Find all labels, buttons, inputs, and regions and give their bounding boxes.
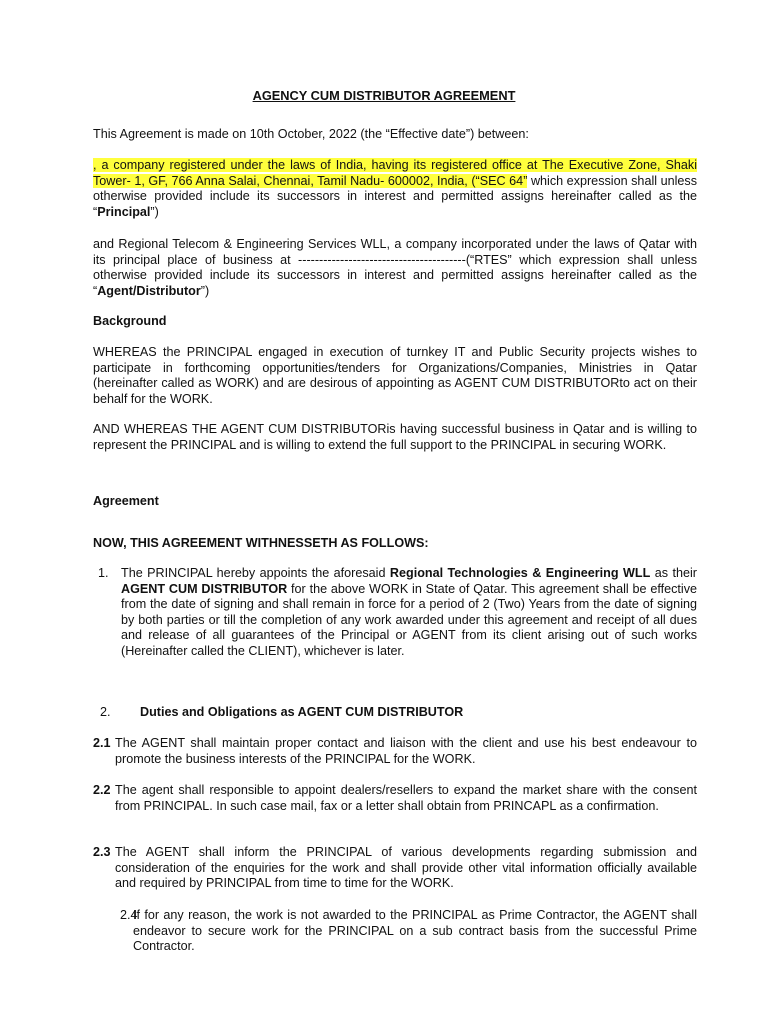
clause-1 — [98, 566, 697, 660]
clause-number: 1. — [98, 566, 109, 580]
agreement-heading: Agreement — [93, 494, 159, 508]
clause-2-2-text: The agent shall responsible to appoint dealers/resellers to expand the market share with the consent from PRINCIPAL. In such case mail, fax or a letter shall obtain from PRINCAPL as a confirmation. — [115, 783, 697, 813]
clause-2-4-text: If for any reason, the work is not awarded to the PRINCIPAL as Prime Contractor, the AGENT shall endeavor to secure work for the PRINCIPAL on a sub contract basis from the successful Prime Contractor. — [133, 908, 697, 954]
agent-party-paragraph — [93, 237, 697, 299]
clause-2-4 — [120, 908, 697, 955]
clause-2-1 — [93, 736, 697, 767]
clause-number: 2. — [100, 705, 111, 719]
clause-1-text-c: for the above WORK in State of Qatar. This agreement shall be effective from the date of signing and shall remain in force for a period of 2 (Two) Years from the date of signing by both parties or till the completion of any work awarded under this agreement and receipt of all dues and release of all guarantees of the Principal or AGENT from its client arising out of such works (Hereinafter called the CLIENT), whichever is later. — [121, 581, 697, 658]
clause-1-text-a: The PRINCIPAL hereby appoints the aforesaid — [121, 566, 390, 580]
document-title: AGENCY CUM DISTRIBUTOR AGREEMENT — [252, 88, 516, 103]
clause-2-3-text: The AGENT shall inform the PRINCIPAL of various developments regarding submission and consideration of the enquiries for the work and shall provide other vital information officially available and required by PRINCIPAL from time to time for the WORK. — [115, 845, 697, 891]
background-paragraph-1: WHEREAS the PRINCIPAL engaged in execution of turnkey IT and Public Security projects wishes to participate in forthcoming opportunities/tenders for Organizations/Companies, Ministries in Qatar (hereinafter called as WORK) and are desirous of appointing as AGENT CUM DISTRIBUTORto act on their behalf for the WORK. — [93, 345, 697, 406]
principal-role: Principal — [97, 204, 151, 219]
principal-party-text: which expression shall unless otherwise provided include its successors in interest and permitted assigns hereinafter called as the “ — [93, 173, 697, 219]
clause-1-text-b: as their — [650, 566, 697, 580]
clause-2-3 — [93, 845, 697, 892]
witness-heading: NOW, THIS AGREEMENT WITHNESSETH AS FOLLOWS: — [93, 536, 429, 550]
clause-number: 2.4 — [120, 908, 138, 922]
clause-1-text — [121, 566, 697, 660]
agent-role: Agent/Distributor — [97, 283, 201, 298]
clause-number: 2.1 — [93, 736, 111, 750]
intro-paragraph: This Agreement is made on 10th October, 2022 (the “Effective date”) between: — [93, 127, 529, 141]
agent-end: ”) — [200, 283, 210, 298]
highlighted-text: , a company registered under the laws of India, having its registered office at The Executive Zone, Shaki Tower- 1, GF, 766 Anna Salai, Chennai, Tamil Nadu- 600002, India, (“SEC 64” — [93, 158, 697, 188]
clause-2-2 — [93, 783, 697, 814]
agent-company-name: Regional Technologies & Engineering WLL — [389, 566, 651, 580]
clause-2-1-text: The AGENT shall maintain proper contact and liaison with the client and use his best endeavour to promote the business interests of the PRINCIPAL for the WORK. — [115, 736, 697, 766]
clause-number: 2.3 — [93, 845, 111, 859]
principal-party-paragraph — [93, 158, 697, 220]
agent-party-text: and Regional Telecom & Engineering Services WLL, a company incorporated under the laws of Qatar with its principal place of business at ----------------------------------------(“RTES” which expression shall unless otherwise provided include its successors in interest and permitted assigns hereinafter called as the “ — [93, 237, 697, 298]
background-heading: Background — [93, 314, 167, 328]
agent-title: AGENT CUM DISTRIBUTOR — [121, 581, 288, 596]
clause-number: 2.2 — [93, 783, 111, 797]
background-paragraph-2: AND WHEREAS THE AGENT CUM DISTRIBUTORis having successful business in Qatar and is willing to represent the PRINCIPAL and is willing to extend the full support to the PRINCIPAL in securing WORK. — [93, 422, 697, 452]
principal-end: ”) — [150, 204, 159, 219]
duties-heading: Duties and Obligations as AGENT CUM DISTRIBUTOR — [140, 705, 464, 719]
